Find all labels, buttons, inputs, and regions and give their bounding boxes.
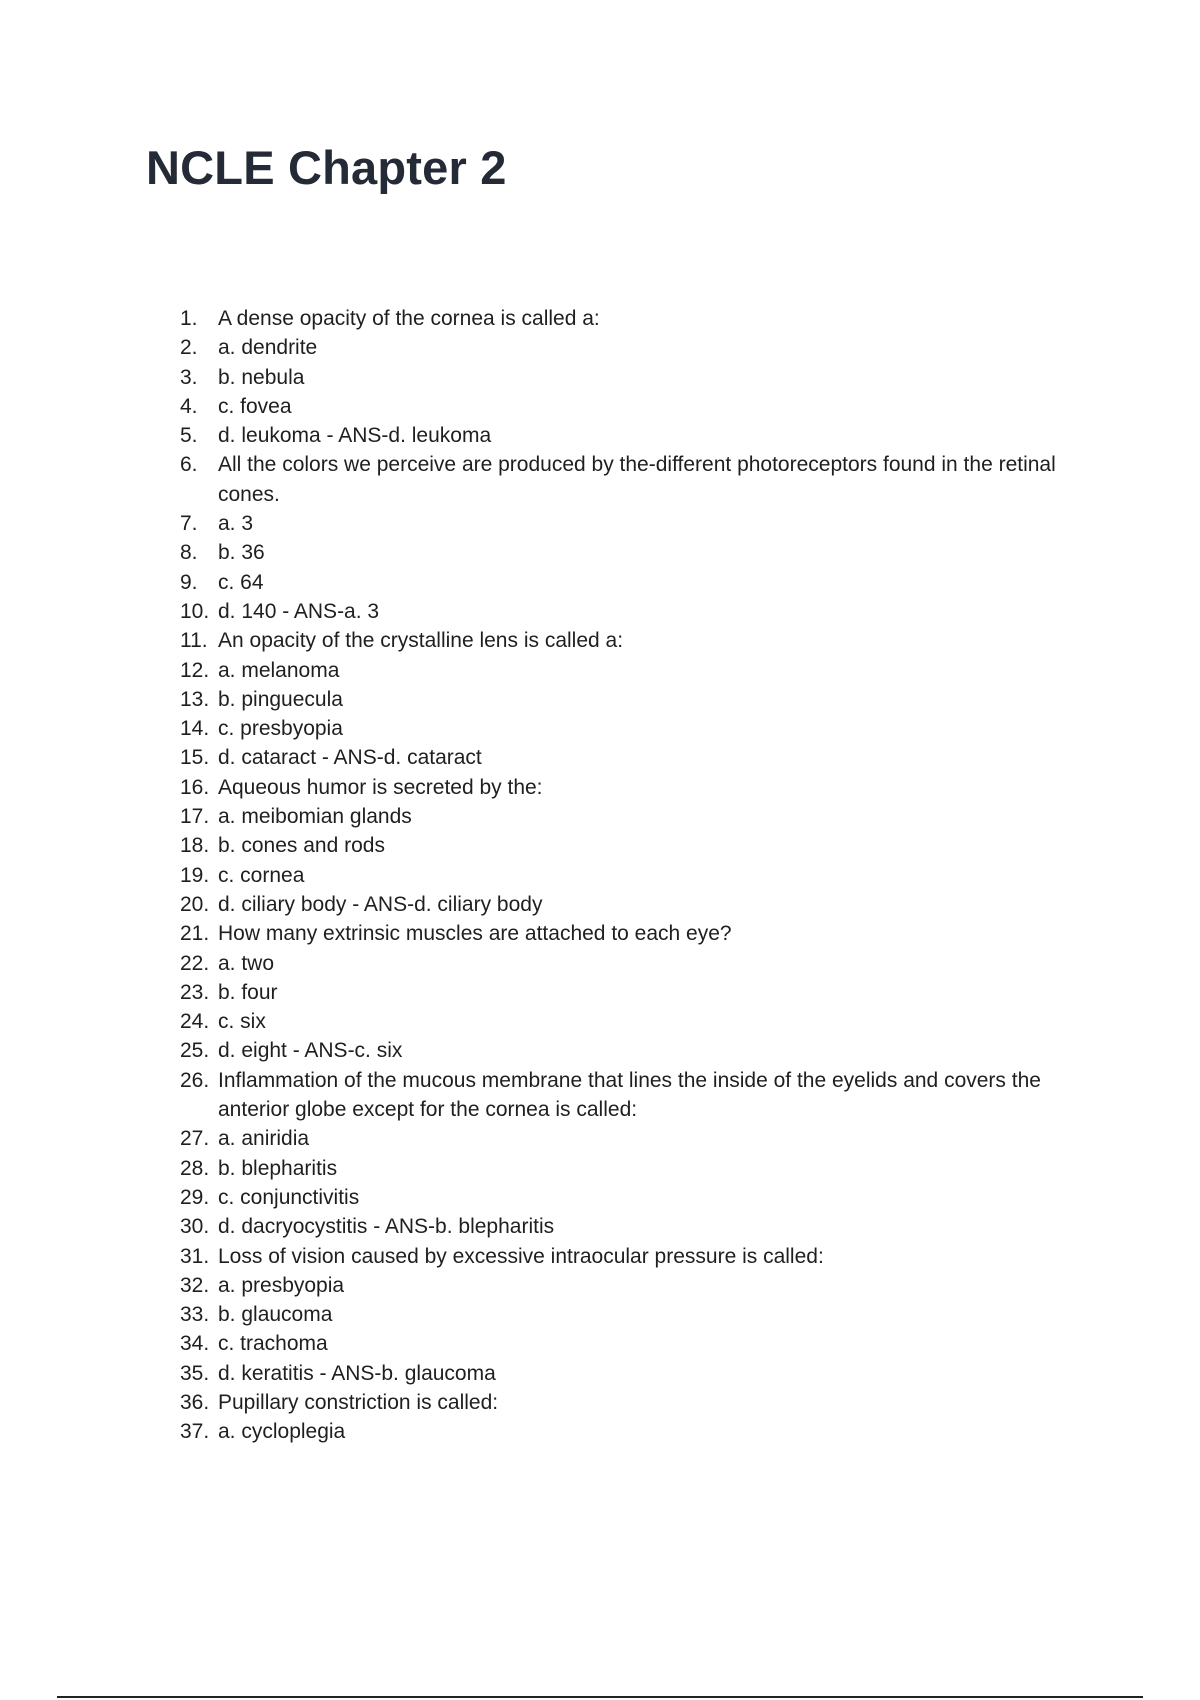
list-item <box>180 1300 1100 1329</box>
list-item-number: 25. <box>180 1039 210 1063</box>
list-item <box>180 919 1100 948</box>
list-item <box>180 421 1100 450</box>
list-item-text: d. 140 - ANS-a. 3 <box>218 599 380 623</box>
list-item-text: c. 64 <box>218 570 264 594</box>
list-item-number: 34. <box>180 1332 210 1356</box>
list-item-number: 11. <box>180 629 208 653</box>
list-item-number: 35. <box>180 1361 210 1385</box>
list-item-number: 30. <box>180 1215 210 1239</box>
list-item <box>180 1183 1100 1212</box>
list-item-text: d. keratitis - ANS-b. glaucoma <box>218 1361 496 1385</box>
list-item-text: An opacity of the crystalline lens is called a: <box>218 629 624 653</box>
list-item <box>180 304 1100 333</box>
list-item-text: a. 3 <box>218 512 254 536</box>
list-item-number: 4. <box>180 394 198 418</box>
list-item-text: a. melanoma <box>218 658 340 682</box>
list-item <box>180 949 1100 978</box>
list-item <box>180 1242 1100 1271</box>
list-item-number: 14. <box>180 717 210 741</box>
list-item <box>180 1329 1100 1358</box>
list-item-text: a. dendrite <box>218 336 318 360</box>
list-item-number: 27. <box>180 1127 210 1151</box>
list-item <box>180 802 1100 831</box>
list-item-text: b. pinguecula <box>218 687 343 711</box>
list-item-text: c. fovea <box>218 394 292 418</box>
list-item-number: 20. <box>180 892 210 916</box>
list-item-text: d. eight - ANS-c. six <box>218 1039 403 1063</box>
question-list <box>180 304 1100 1447</box>
list-item-text: All the colors we perceive are produced by the-different photoreceptors found in the retinal cones. <box>218 453 1056 506</box>
list-item-text: A dense opacity of the cornea is called a: <box>218 307 600 330</box>
list-item-number: 5. <box>180 424 198 448</box>
list-item-number: 15. <box>180 746 210 770</box>
list-item <box>180 568 1100 597</box>
list-item <box>180 656 1100 685</box>
list-item <box>180 450 1100 509</box>
list-item-text: a. presbyopia <box>218 1273 345 1297</box>
list-item <box>180 861 1100 890</box>
list-item <box>180 1388 1100 1417</box>
list-item-number: 36. <box>180 1390 210 1414</box>
list-item-number: 22. <box>180 951 210 975</box>
list-item <box>180 714 1100 743</box>
list-item <box>180 890 1100 919</box>
list-item-text: Loss of vision caused by excessive intraocular pressure is called: <box>218 1244 824 1268</box>
list-item-text: d. dacryocystitis - ANS-b. blepharitis <box>218 1215 555 1239</box>
list-item <box>180 1036 1100 1065</box>
list-item <box>180 597 1100 626</box>
list-item <box>180 1417 1100 1446</box>
list-item <box>180 392 1100 421</box>
list-item-text: Aqueous humor is secreted by the: <box>218 775 543 799</box>
list-item-number: 17. <box>180 805 210 829</box>
list-item <box>180 1359 1100 1388</box>
list-item-text: Pupillary constriction is called: <box>218 1390 499 1414</box>
list-item <box>180 773 1100 802</box>
list-item-text: a. cycloplegia <box>218 1420 346 1444</box>
list-item-number: 16. <box>180 775 210 799</box>
list-item-text: d. ciliary body - ANS-d. ciliary body <box>218 892 543 916</box>
list-item-number: 29. <box>180 1185 210 1209</box>
list-item-text: c. cornea <box>218 863 305 887</box>
list-item-number: 2. <box>180 336 198 360</box>
list-item-text: b. glaucoma <box>218 1303 333 1327</box>
list-item-text: Inflammation of the mucous membrane that lines the inside of the eyelids and covers the anterior globe except for the cornea is called: <box>218 1068 1041 1122</box>
list-item-text: b. 36 <box>218 541 265 565</box>
list-item-number: 28. <box>180 1156 210 1180</box>
list-item <box>180 538 1100 567</box>
list-item <box>180 743 1100 772</box>
list-item-number: 24. <box>180 1010 210 1034</box>
list-item-text: d. cataract - ANS-d. cataract <box>218 746 482 770</box>
list-item <box>180 1271 1100 1300</box>
list-item-number: 8. <box>180 541 198 565</box>
list-item-number: 1. <box>180 307 198 330</box>
list-item-text: b. nebula <box>218 365 305 389</box>
list-item-text: c. conjunctivitis <box>218 1185 360 1209</box>
list-item-number: 23. <box>180 980 210 1004</box>
list-item-text: a. aniridia <box>218 1127 310 1151</box>
list-item-number: 26. <box>180 1068 210 1092</box>
list-item <box>180 363 1100 392</box>
list-item-text: a. two <box>218 951 275 975</box>
list-item-text: c. presbyopia <box>218 717 343 741</box>
list-item-number: 19. <box>180 863 210 887</box>
list-item-text: a. meibomian glands <box>218 805 412 829</box>
list-item-text: b. four <box>218 980 278 1004</box>
list-item-text: b. blepharitis <box>218 1156 338 1180</box>
list-item-text: c. trachoma <box>218 1332 328 1356</box>
list-item <box>180 626 1100 655</box>
list-item-number: 9. <box>180 570 198 594</box>
list-item <box>180 978 1100 1007</box>
list-item <box>180 509 1100 538</box>
list-item-text: c. six <box>218 1010 266 1034</box>
list-item-number: 10. <box>180 599 210 623</box>
list-item-number: 21. <box>180 922 210 946</box>
list-item-number: 32. <box>180 1273 210 1297</box>
list-item-number: 18. <box>180 834 210 858</box>
list-item <box>180 1124 1100 1153</box>
list-item <box>180 1154 1100 1183</box>
list-item <box>180 685 1100 714</box>
list-item <box>180 1007 1100 1036</box>
list-item <box>180 1212 1100 1241</box>
list-item-number: 37. <box>180 1420 210 1444</box>
list-item-number: 6. <box>180 453 198 477</box>
list-item-number: 7. <box>180 512 198 536</box>
list-item-number: 12. <box>180 658 210 682</box>
list-item-number: 31. <box>180 1244 210 1268</box>
list-item-text: d. leukoma - ANS-d. leukoma <box>218 424 492 448</box>
list-item <box>180 1066 1100 1125</box>
footer-divider <box>57 1696 1143 1698</box>
list-item-text: How many extrinsic muscles are attached to each eye? <box>218 922 732 946</box>
list-item-text: b. cones and rods <box>218 834 385 858</box>
list-item-number: 3. <box>180 365 198 389</box>
list-item-number: 13. <box>180 687 210 711</box>
list-item-number: 33. <box>180 1303 210 1327</box>
list-item <box>180 831 1100 860</box>
page-title: NCLE Chapter 2 <box>146 141 507 194</box>
list-item <box>180 333 1100 362</box>
